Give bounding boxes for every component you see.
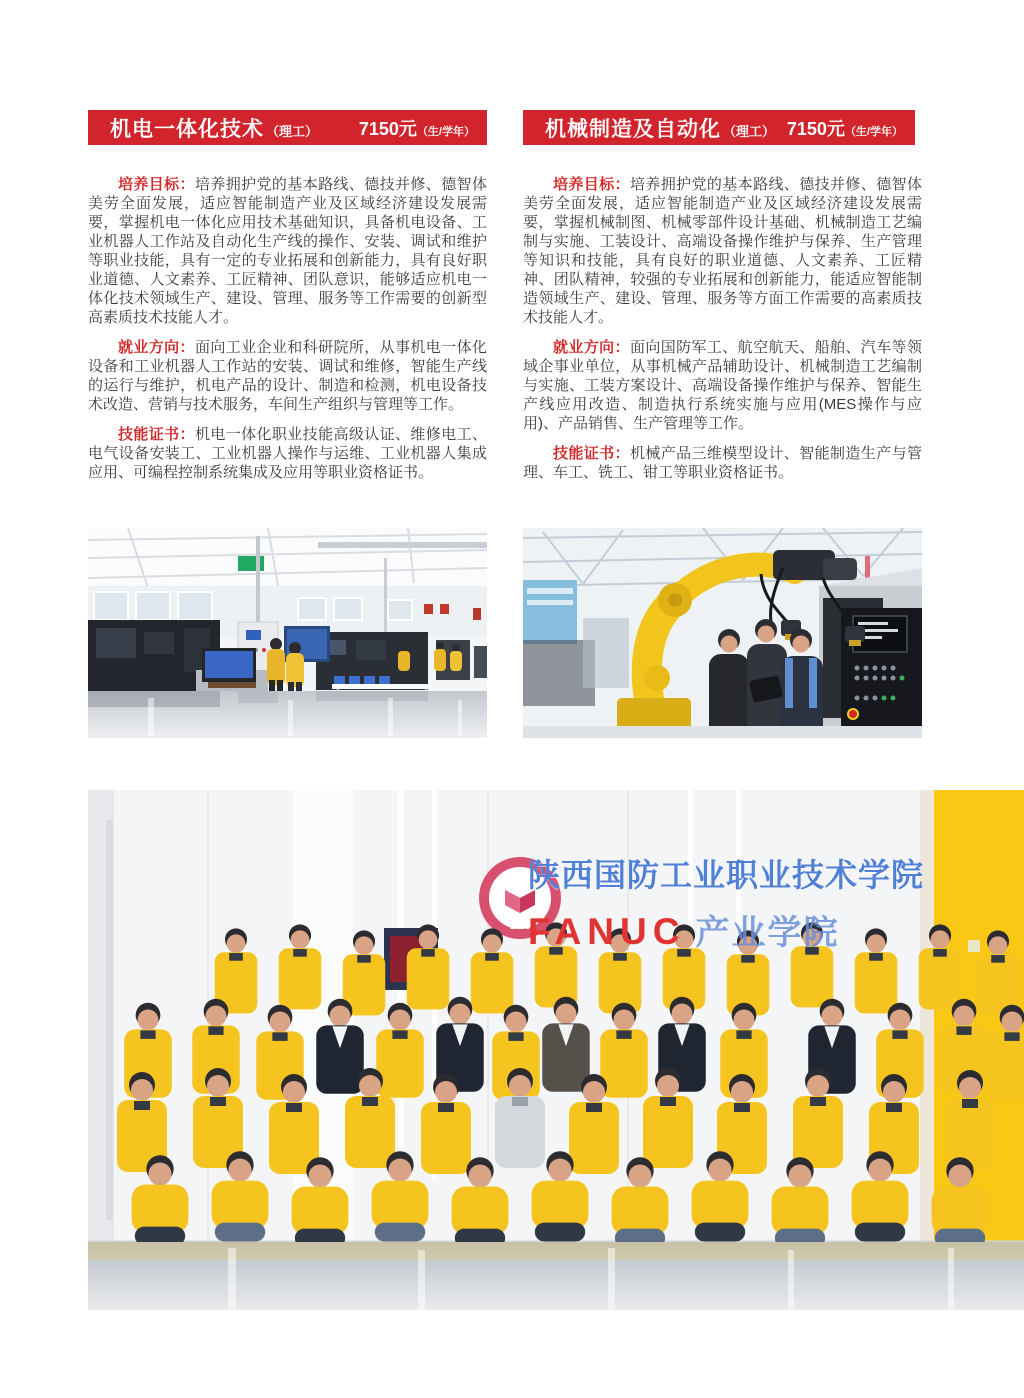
program-machinery	[523, 110, 922, 482]
training-goal-text: 培养拥护党的基本路线、德技并修、德智体美劳全面发展，适应智能制造产业及区域经济建设发展需要，掌握机械制图、机械零部件设计基础、机械制造工艺编制与实施、工装设计、高端设备操作维护与保养、生产管理等知识和技能，具有良好的职业道德、人文素养、工匠精神、团队精神，较强的专业拓展和创新能力，能适应智能制造领域生产、建设、管理、服务等方面工作需要的高素质技术技能人才。	[523, 176, 922, 326]
training-goal-text: 培养拥护党的基本路线、德技并修、德智体美劳全面发展，适应智能制造产业及区域经济建设发展需要，掌握机电一体化应用技术基础知识，具备机电设备、工业机器人工作站及自动化生产线的操作、安装、调试和维护等职业技能，具有一定的专业拓展和创新能力，具有良好职业道德、人文素养、工匠精神、团队意识，能够适应机电一体化技术领域生产、建设、管理、服务等工作需要的创新型高素质技术技能人才。	[88, 176, 487, 326]
tuition-unit: （生/学年）	[416, 125, 475, 138]
robot-photo-illustration	[523, 528, 922, 738]
program-mechatronics	[88, 110, 487, 482]
program-title: 机电一体化技术	[110, 117, 264, 141]
robot-photo	[523, 528, 922, 738]
certificates-paragraph	[88, 425, 487, 482]
tuition-price-group	[787, 115, 903, 141]
certificates-text: 机电一体化职业技能高级认证、维修电工、电气设备安装工、工业机器人操作与运维、工业机器人集成应用、可编程控制系统集成及应用等职业资格证书。	[88, 426, 487, 481]
program-title-group	[110, 113, 318, 143]
logo-year: 1958	[509, 921, 531, 931]
fanuc-brand: FANUC	[528, 911, 686, 952]
tuition-price: 7150元	[358, 118, 417, 139]
school-logo	[480, 856, 564, 940]
tuition-price-group	[359, 115, 475, 141]
program-category: （理工）	[266, 123, 319, 139]
training-goal-paragraph	[523, 175, 922, 327]
employment-label: 就业方向：	[118, 339, 195, 356]
workshop-photo-illustration	[88, 528, 487, 738]
employment-paragraph	[523, 338, 922, 433]
training-goal-paragraph	[88, 175, 487, 327]
tuition-price: 7150元	[786, 118, 845, 139]
tuition-unit: （生/学年）	[844, 125, 903, 138]
program-title: 机械制造及自动化	[545, 117, 721, 141]
training-goal-label: 培养目标：	[118, 176, 195, 193]
certificates-paragraph	[523, 444, 922, 482]
program-header-bar	[88, 110, 487, 145]
program-category: （理工）	[723, 123, 776, 139]
program-header-bar	[523, 110, 915, 145]
certificates-label: 技能证书：	[553, 445, 630, 462]
school-name: 陕西国防工业职业技术学院	[528, 857, 925, 893]
employment-text: 面向工业企业和科研院所，从事机电一体化设备和工业机器人工作站的安装、调试和维修，智能生产线的运行与维护，机电产品的设计、制造和检测，机电设备技术改造、营销与技术服务，车间生产组织与管理等工作。	[88, 339, 487, 413]
workshop-photo	[88, 528, 487, 738]
employment-label: 就业方向：	[553, 339, 630, 356]
program-title-group	[545, 113, 775, 143]
training-goal-label: 培养目标：	[553, 176, 630, 193]
certificates-text: 机械产品三维模型设计、智能制造生产与管理、车工、铣工、钳工等职业资格证书。	[523, 445, 922, 481]
industry-college-label: 产业学院	[695, 914, 840, 952]
employment-paragraph	[88, 338, 487, 414]
group-photo	[88, 790, 1024, 1310]
certificates-label: 技能证书：	[118, 426, 195, 443]
employment-text: 面向国防军工、航空航天、船舶、汽车等领域企事业单位，从事机械产品辅助设计、机械制造工艺编制与实施、工装方案设计、高端设备操作维护与保养、智能生产线应用改造、制造执行系统实施与应用(MES操作与应用)、产品销售、生产管理等工作。	[523, 339, 922, 432]
